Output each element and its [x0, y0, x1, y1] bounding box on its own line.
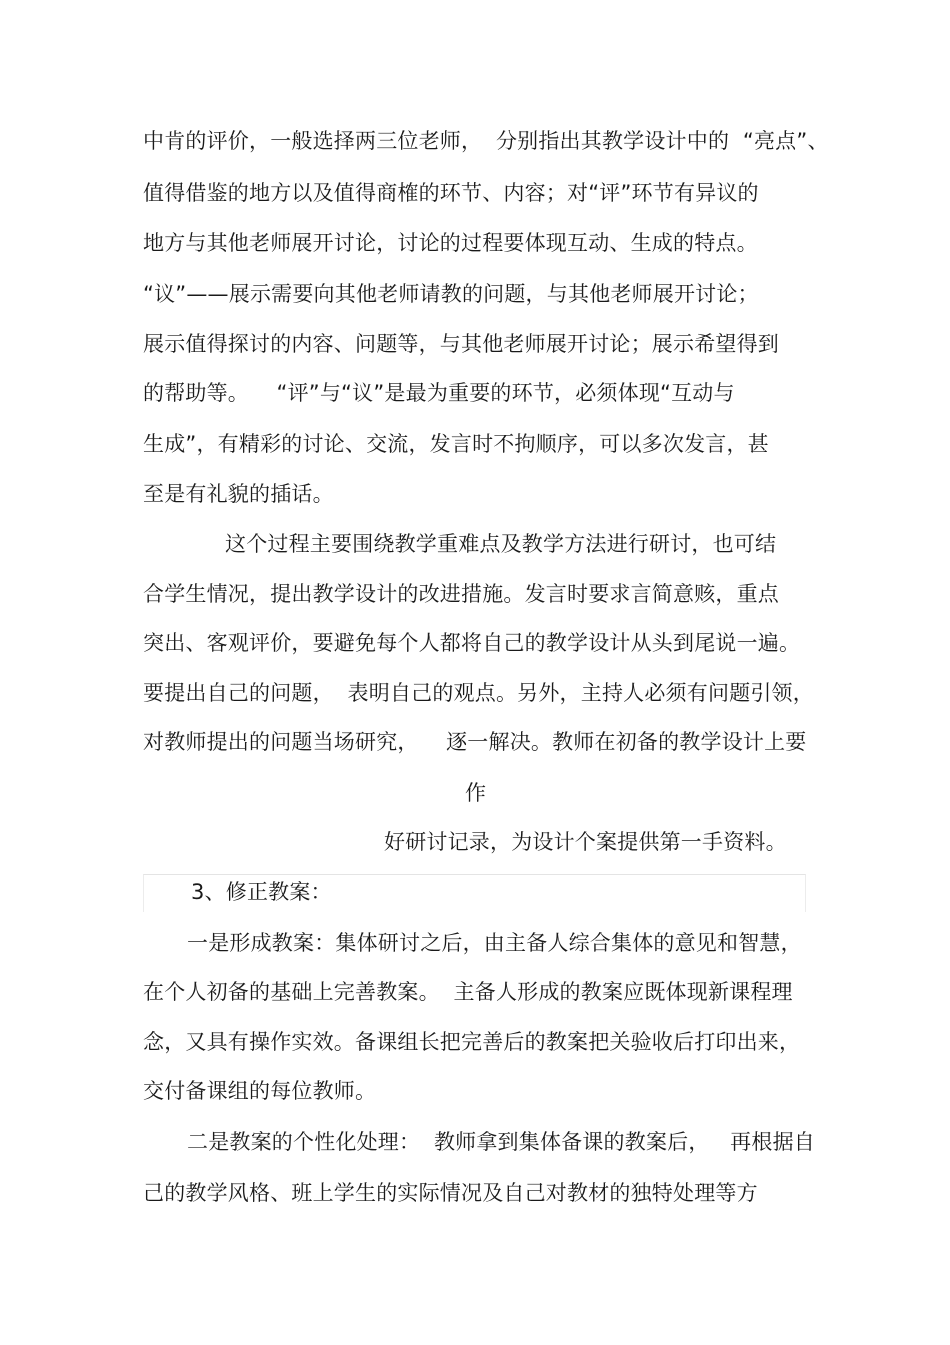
paragraph-1-line-5: 展示值得探讨的内容、问题等，与其他老师展开讨论；展示希望得到 — [143, 332, 779, 356]
paragraph-2-line-5: 对教师提出的问题当场研究， 逐一解决。教师在初备的教学设计上要 — [143, 730, 807, 754]
paragraph-3-line-1: 一是形成教案：集体研讨之后，由主备人综合集体的意见和智慧， — [187, 931, 802, 955]
paragraph-2-line-7: 好研讨记录，为设计个案提供第一手资料。 — [384, 830, 787, 854]
paragraph-1-line-4: “议”——展示需要向其他老师请教的问题，与其他老师展开讨论； — [143, 282, 759, 306]
paragraph-1-line-8: 至是有礼貌的插话。 — [143, 482, 334, 506]
paragraph-3-line-4: 交付备课组的每位教师。 — [143, 1079, 377, 1103]
paragraph-2-line-1: 这个过程主要围绕教学重难点及教学方法进行研讨，也可结 — [225, 532, 777, 556]
paragraph-4-line-1: 二是教案的个性化处理： 教师拿到集体备课的教案后， 再根据自 — [187, 1130, 815, 1154]
paragraph-2-line-3: 突出、客观评价，要避免每个人都将自己的教学设计从头到尾说一遍。 — [143, 631, 801, 655]
paragraph-1-line-3: 地方与其他老师展开讨论，讨论的过程要体现互动、生成的特点。 — [143, 231, 758, 255]
paragraph-2-line-6: 作 — [465, 781, 487, 805]
paragraph-1-line-6: 的帮助等。 “评”与“议”是最为重要的环节，必须体现“互动与 — [143, 381, 735, 405]
paragraph-1-line-1: 中肯的评价，一般选择两三位老师， 分别指出其教学设计中的 “亮点”、 — [143, 129, 829, 153]
paragraph-1-line-2: 值得借鉴的地方以及值得商榷的环节、内容；对“评”环节有异议的 — [143, 181, 759, 205]
paragraph-4-line-2: 己的教学风格、班上学生的实际情况及自己对教材的独特处理等方 — [143, 1181, 758, 1205]
paragraph-2-line-2: 合学生情况，提出教学设计的改进措施。发言时要求言简意赅，重点 — [143, 582, 779, 606]
section-heading: 3、修正教案： — [191, 880, 332, 904]
paragraph-3-line-2: 在个人初备的基础上完善教案。 主备人形成的教案应既体现新课程理 — [143, 980, 793, 1004]
paragraph-2-line-4: 要提出自己的问题， 表明自己的观点。另外，主持人必须有问题引领， — [143, 681, 814, 705]
paragraph-1-line-7: 生成”，有精彩的讨论、交流，发言时不拘顺序，可以多次发言，甚 — [143, 432, 769, 456]
paragraph-3-line-3: 念，又具有操作实效。备课组长把完善后的教案把关验收后打印出来， — [143, 1030, 801, 1054]
